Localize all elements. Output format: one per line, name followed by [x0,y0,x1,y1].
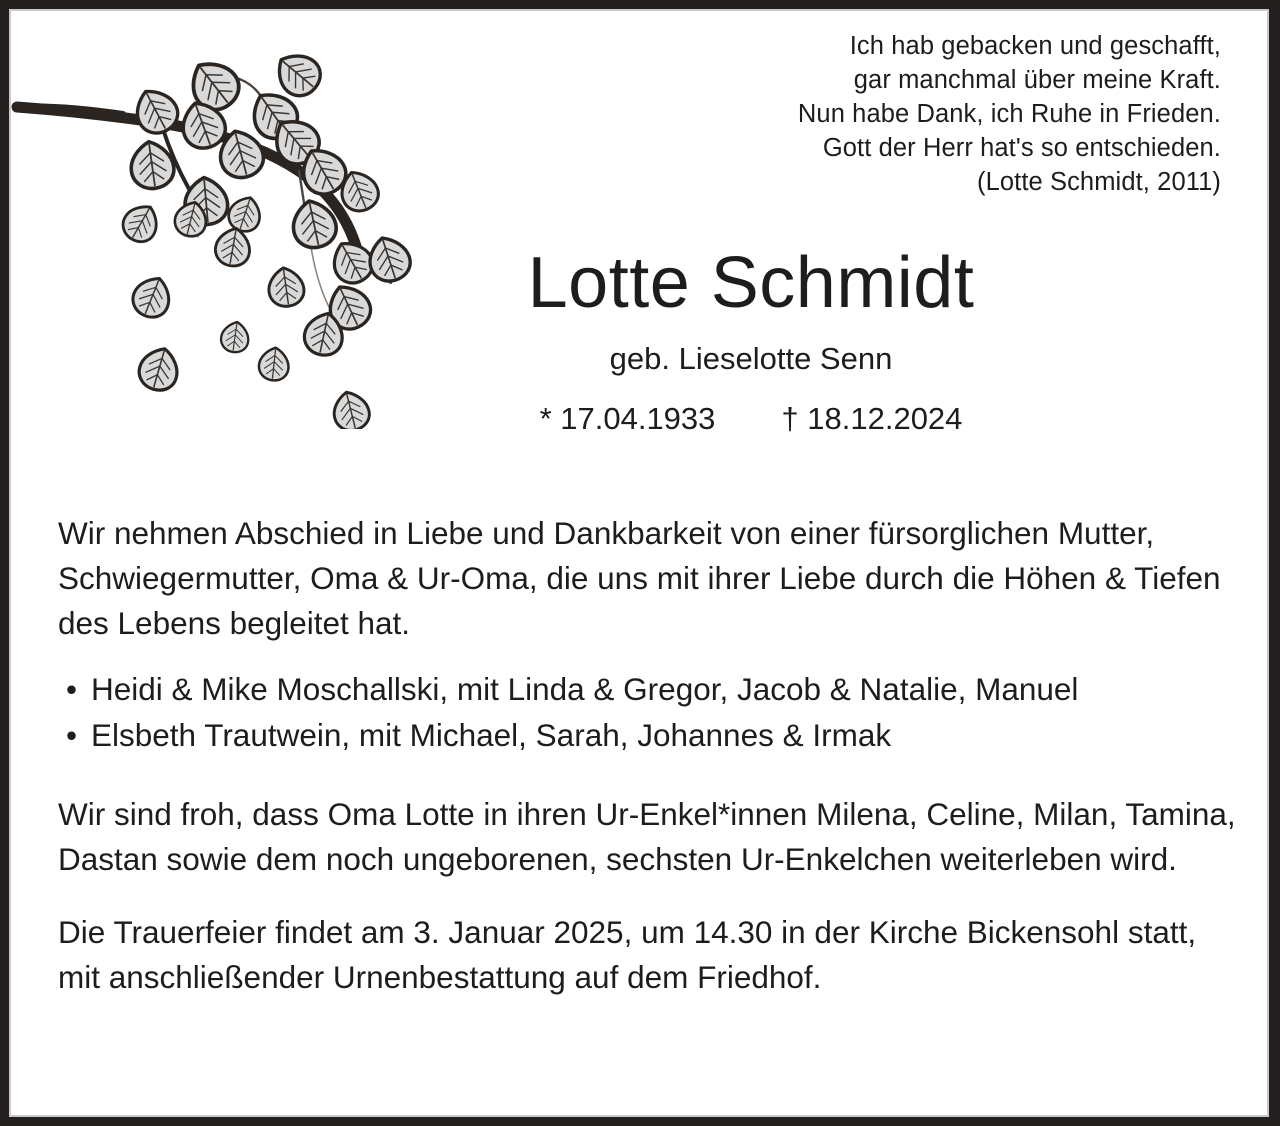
family-line: Elsbeth Trautwein, mit Michael, Sarah, Johannes & Irmak [91,717,892,753]
great-grandchildren-paragraph: Wir sind froh, dass Oma Lotte in ihren Ur-Enkel*innen Milena, Celine, Milan, Tamina, Dastan sowie dem noch ungeborenen, sechsten Ur-Enkelchen weiterleben wird. [58,796,1236,877]
service-details-paragraph: Die Trauerfeier findet am 3. Januar 2025, um 14.30 in der Kirche Bickensohl statt, mit anschließender Urnenbestattung auf dem Friedhof. [58,914,1197,995]
poem-attribution: (Lotte Schmidt, 2011) [976,168,1221,196]
notice-body [58,511,1237,1000]
poem-line: Gott der Herr hat's so entschieden. [822,134,1221,162]
poem-line: Nun habe Dank, ich Ruhe in Frieden. [797,100,1221,128]
maiden-name: geb. Lieselotte Senn [609,341,893,376]
intro-paragraph: Wir nehmen Abschied in Liebe und Dankbarkeit von einer fürsorglichen Mutter, Schwiegermutter, Oma & Ur-Oma, die uns mit ihrer Liebe durch die Höhen & Tiefen des Lebens begleitet hat. [58,515,1221,641]
list-item [58,666,1237,712]
bullet-icon: • [66,717,78,753]
memorial-poem [701,29,1221,199]
life-dates [411,401,1091,437]
family-line: Heidi & Mike Moschallski, mit Linda & Gregor, Jacob & Natalie, Manuel [91,671,1079,707]
notice-sheet [11,11,1267,1115]
list-item [58,712,1237,758]
birth-date: * 17.04.1933 [539,401,716,436]
death-date: † 18.12.2024 [781,401,963,436]
bullet-icon: • [66,671,78,707]
poem-line: gar manchmal über meine Kraft. [853,66,1221,94]
deceased-name-block [411,243,1091,437]
poem-line: Ich hab gebacken und geschafft, [849,32,1221,60]
deceased-name: Lotte Schmidt [527,243,975,323]
branch-with-falling-leaves-icon [11,19,421,429]
family-list [58,666,1237,758]
